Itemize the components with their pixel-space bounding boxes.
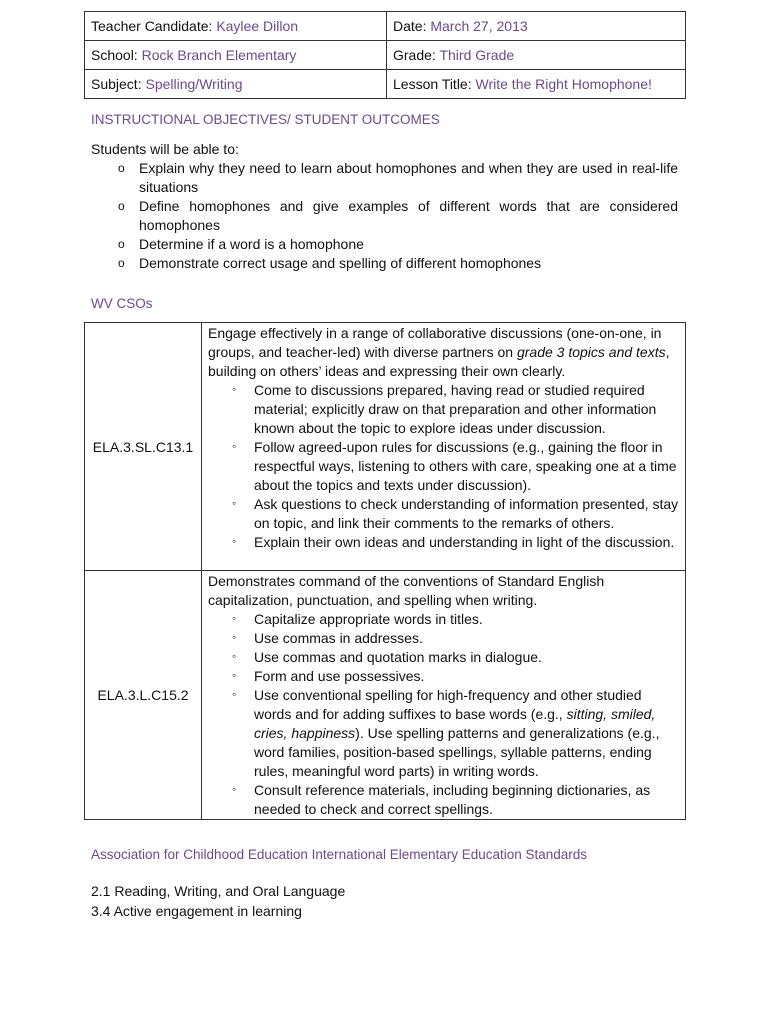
- school-value: Rock Branch Elementary: [141, 47, 297, 63]
- cso-subitems: [208, 610, 679, 819]
- header-row: [85, 41, 686, 70]
- bullet-icon: ◦: [232, 782, 237, 796]
- cso-subitem: [232, 686, 679, 781]
- acei-standard: 2.1 Reading, Writing, and Oral Language: [91, 883, 346, 899]
- cso-subitems: [208, 381, 679, 552]
- bullet-icon: o: [118, 161, 125, 175]
- cso-subitem-text: Capitalize appropriate words in titles.: [254, 611, 483, 627]
- bullet-icon: ◦: [232, 668, 237, 682]
- cso-subitem-text: Form and use possessives.: [254, 668, 425, 684]
- bullet-icon: ◦: [232, 687, 237, 701]
- cso-row: [85, 323, 686, 571]
- bullet-icon: ◦: [232, 649, 237, 663]
- lesson-title-label: Lesson Title:: [393, 76, 472, 92]
- bullet-icon: ◦: [232, 534, 237, 548]
- cso-description: [202, 323, 686, 571]
- bullet-icon: o: [118, 237, 125, 251]
- objective-item: [118, 197, 678, 235]
- cso-code: ELA.3.SL.C13.1: [85, 323, 202, 571]
- cso-subitem: [232, 381, 679, 438]
- cso-row: [85, 571, 686, 820]
- teacher-cell: [85, 12, 387, 41]
- cso-subitem: [232, 629, 679, 648]
- bullet-icon: ◦: [232, 496, 237, 510]
- cso-subitem-text: Come to discussions prepared, having read or studied required material; explicitly draw on that preparation and other information known about the topic to explore ideas under discussion.: [254, 382, 657, 436]
- cso-subitem-text: ). Use spelling patterns and generalizations (e.g., word families, position-based spellings, syllable patterns, ending rules, meaningful word parts) in writing words.: [254, 725, 660, 779]
- cso-description: [202, 571, 686, 820]
- cso-code: ELA.3.L.C15.2: [85, 571, 202, 820]
- cso-intro: Engage effectively in a range of collaborative discussions (one-on-one, in groups, and teacher-led) with diverse partners on: [208, 325, 662, 360]
- objective-text: Define homophones and give examples of different words that are considered homophones: [139, 198, 678, 233]
- lesson-title-value: Write the Right Homophone!: [475, 76, 652, 92]
- bullet-icon: ◦: [232, 611, 237, 625]
- bullet-icon: o: [118, 199, 125, 213]
- cso-subitem: [232, 610, 679, 629]
- date-label: Date:: [393, 18, 427, 34]
- lesson-plan-page: [84, 11, 686, 919]
- objective-item: [118, 254, 678, 273]
- teacher-value: Kaylee Dillon: [216, 18, 299, 34]
- cso-subitem-text: Ask questions to check understanding of information presented, stay on topic, and link their comments to the remarks of others.: [254, 496, 679, 531]
- cso-subitem: [232, 667, 679, 686]
- objective-text: Determine if a word is a homophone: [139, 236, 364, 252]
- cso-subitem-text: Consult reference materials, including beginning dictionaries, as needed to check and correct spellings.: [254, 782, 651, 817]
- objective-text: Demonstrate correct usage and spelling of different homophones: [139, 255, 542, 271]
- csos-heading: WV CSOs: [91, 296, 153, 311]
- bullet-icon: ◦: [232, 630, 237, 644]
- header-row: [85, 70, 686, 99]
- grade-label: Grade:: [393, 47, 436, 63]
- bullet-icon: o: [118, 256, 125, 270]
- cso-subitem-text: Follow agreed-upon rules for discussions (e.g., gaining the floor in respectful ways, listening to others with care, speaking one at a time about the topics and texts under discussion).: [254, 439, 677, 493]
- cso-subitem-text: Explain their own ideas and understanding in light of the discussion.: [254, 534, 675, 550]
- objectives-list: [118, 159, 678, 273]
- date-value: March 27, 2013: [430, 18, 528, 34]
- objective-item: [118, 235, 678, 254]
- objective-text: Explain why they need to learn about homophones and when they are used in real-life situations: [139, 160, 678, 195]
- cso-subitem: [232, 533, 679, 552]
- header-row: [85, 12, 686, 41]
- acei-heading: Association for Childhood Education International Elementary Education Standards: [91, 847, 588, 862]
- cso-subitem-text: Use conventional spelling for high-frequency and other studied words and for adding suffixes to base words (e.g.,: [254, 687, 642, 722]
- objectives-heading: INSTRUCTIONAL OBJECTIVES/ STUDENT OUTCOMES: [91, 112, 440, 127]
- cso-table: [84, 322, 686, 820]
- acei-standard: 3.4 Active engagement in learning: [91, 903, 302, 919]
- school-cell: [85, 41, 387, 70]
- lesson-header-table: [84, 11, 686, 99]
- cso-intro-emphasis: grade 3 topics and texts: [516, 344, 666, 360]
- lesson-title-cell: [387, 70, 686, 99]
- teacher-label: Teacher Candidate:: [91, 18, 213, 34]
- subject-value: Spelling/Writing: [145, 76, 243, 92]
- cso-subitem: [232, 438, 679, 495]
- school-label: School:: [91, 47, 138, 63]
- cso-subitem-emphasis: sitting, smiled, cries, happiness: [254, 706, 656, 741]
- objective-item: [118, 159, 678, 197]
- subject-label: Subject:: [91, 76, 142, 92]
- cso-subitem-text: Use commas in addresses.: [254, 630, 423, 646]
- bullet-icon: ◦: [232, 439, 237, 453]
- grade-value: Third Grade: [439, 47, 515, 63]
- cso-intro: , building on others’ ideas and expressing their own clearly.: [208, 344, 670, 379]
- cso-subitem: [232, 781, 679, 819]
- bullet-icon: ◦: [232, 382, 237, 396]
- date-cell: [387, 12, 686, 41]
- cso-subitem: [232, 495, 679, 533]
- subject-cell: [85, 70, 387, 99]
- grade-cell: [387, 41, 686, 70]
- objectives-lead: Students will be able to:: [91, 141, 239, 157]
- cso-subitem: [232, 648, 679, 667]
- cso-subitem-text: Use commas and quotation marks in dialogue.: [254, 649, 542, 665]
- cso-intro: Demonstrates command of the conventions of Standard English capitalization, punctuation, and spelling when writing.: [208, 573, 605, 608]
